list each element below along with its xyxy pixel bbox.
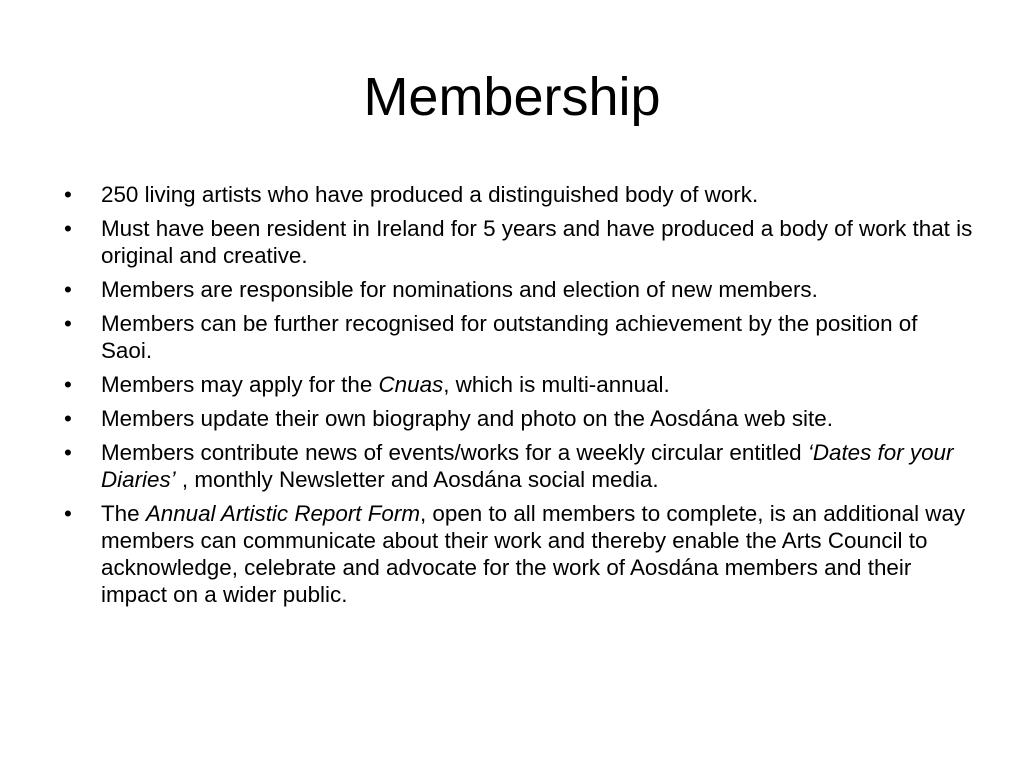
bullet-mark: • <box>64 501 72 526</box>
bullet-item <box>64 500 974 608</box>
bullet-item <box>64 405 974 432</box>
bullet-text-pre: Members may apply for the <box>101 372 379 397</box>
bullet-mark: • <box>64 406 72 431</box>
bullet-mark: • <box>64 216 72 241</box>
bullet-item <box>64 181 974 208</box>
bullet-mark: • <box>64 372 72 397</box>
bullet-text: Must have been resident in Ireland for 5 years and have produced a body of work that is original and creative. <box>101 216 973 268</box>
bullet-item <box>64 276 974 303</box>
circular-title: ‘Dates for your Diaries’ <box>101 440 954 492</box>
bullet-text-pre: The <box>101 501 146 526</box>
bullet-text: Members are responsible for nominations and election of new members. <box>101 277 818 302</box>
bullet-text-post: , monthly Newsletter and Aosdána social media. <box>175 467 659 492</box>
bullet-item <box>64 439 974 493</box>
bullet-text <box>101 501 965 607</box>
bullet-text-post: , which is multi-annual. <box>443 372 670 397</box>
bullet-mark: • <box>64 440 72 465</box>
bullet-item <box>64 310 974 364</box>
cnuas-term: Cnuas <box>378 372 444 397</box>
bullet-text: 250 living artists who have produced a distinguished body of work. <box>101 182 759 207</box>
bullet-text: Members can be further recognised for outstanding achievement by the position of Saoi. <box>101 311 918 363</box>
bullet-text <box>101 440 953 492</box>
bullet-text-pre: Members contribute news of events/works for a weekly circular entitled <box>101 440 808 465</box>
bullet-text-post: , open to all members to complete, is an additional way members can communicate about their work and thereby enable the Arts Council to acknowledge, celebrate and advocate for the work of Aosdána members and their impact on a wider public. <box>101 501 966 607</box>
bullet-text <box>101 372 670 397</box>
bullet-item <box>64 215 974 269</box>
slide-title: Membership <box>363 67 661 127</box>
bullet-text: Members update their own biography and photo on the Aosdána web site. <box>101 406 833 431</box>
bullet-mark: • <box>64 277 72 302</box>
bullet-item <box>64 371 974 398</box>
report-form-title: Annual Artistic Report Form <box>145 501 420 526</box>
bullet-mark: • <box>64 311 72 336</box>
bullet-mark: • <box>64 182 72 207</box>
bullet-list <box>64 181 974 615</box>
